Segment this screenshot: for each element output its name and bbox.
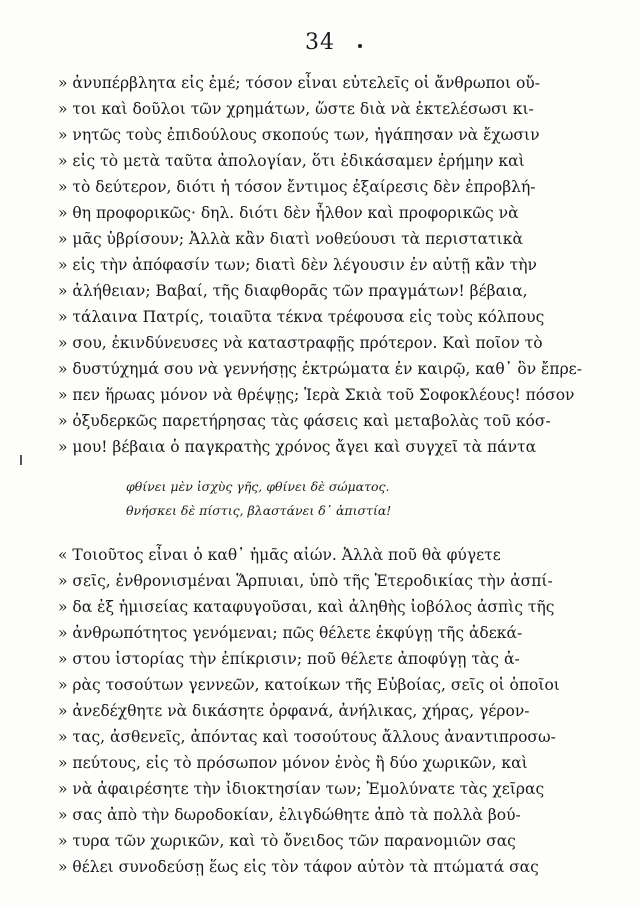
text-line: » πεύτους, εἰς τὸ πρόσωπον μόνον ἑνὸς ἢ δύο χωρικῶν, καὶ xyxy=(58,754,528,772)
text-line: » τας, ἀσθενεῖς, ἀπόντας καὶ τοσούτους ἄλλους ἀναντιπροσω- xyxy=(58,728,556,746)
text-line: » εἰς τὴν ἀπόφασίν των; διατὶ δὲν λέγουσιν ἐν αὐτῇ κἂν τὴν xyxy=(58,256,537,274)
text-line: » πεν ἥρωας μόνον νὰ θρέψῃς; Ἱερὰ Σκιὰ τοῦ Σοφοκλέους! πόσον xyxy=(58,386,575,404)
margin-mark xyxy=(20,455,22,465)
text-line: » σεῖς, ἐνθρονισμέναι Ἅρπυιαι, ὑπὸ τῆς Ἑτεροδικίας τὴν ἀσπί- xyxy=(58,572,553,590)
text-line: » τάλαινα Πατρίς, τοιαῦτα τέκνα τρέφουσα εἰς τοὺς κόλπους xyxy=(58,308,545,326)
verse-line: θνήσκει δὲ πίστις, βλαστάνει δ᾽ ἀπιστία! xyxy=(126,503,392,518)
text-line: » τοι καὶ δοῦλοι τῶν χρημάτων, ὥστε διὰ νὰ ἐκτελέσωσι κι- xyxy=(58,100,534,118)
text-line: » στου ἱστορίας τὴν ἐπίκρισιν; ποῦ θέλετε ἀποφύγῃ τὰς ἀ- xyxy=(58,650,520,668)
text-line: » σας ἀπὸ τὴν δωροδοκίαν, ἐλιγδώθητε ἀπὸ τὰ πολλὰ βού- xyxy=(58,806,521,824)
verse-line: φθίνει μὲν ἰσχὺς γῆς, φθίνει δὲ σώματος. xyxy=(126,479,390,494)
page-number: 34 xyxy=(305,30,335,55)
text-line: » μᾶς ὑβρίσουν; Ἀλλὰ κἂν διατὶ νοθεύουσι τὰ περιστατικὰ xyxy=(58,230,523,248)
text-line: » νὰ ἀφαιρέσητε τὴν ἰδιοκτησίαν των; Ἐμολύνατε τὰς χεῖρας xyxy=(58,780,545,798)
text-line: » σου, ἐκινδύνευσες νὰ καταστραφῇς πρότερον. Καὶ ποῖον τὸ xyxy=(58,334,543,352)
text-line: » δα ἐξ ἡμισείας καταφυγοῦσαι, καὶ ἀληθὴς ἰοβόλος ἀσπὶς τῆς xyxy=(58,598,555,616)
ink-dot xyxy=(358,44,362,48)
text-line: » ἀνθρωπότητος γενόμεναι; πῶς θέλετε ἐκφύγῃ τῆς ἀδεκά- xyxy=(58,624,523,642)
text-line: » δυστύχημά σου νὰ γεννήσῃς ἐκτρώματα ἐν καιρῷ, καθ᾽ ὃν ἔπρε- xyxy=(58,360,582,378)
text-line: » τὸ δεύτερον, διότι ἡ τόσον ἔντιμος ἐξαίρεσις δὲν ἐπροβλή- xyxy=(58,178,536,196)
text-line: » ἀνυπέρβλητα εἰς ἐμέ; τόσον εἶναι εὐτελεῖς οἱ ἄνθρωποι οὔ- xyxy=(58,74,540,92)
text-line: » νητῶς τοὺς ἐπιδούλους σκοπούς των, ἠγάπησαν νὰ ἔχωσιν xyxy=(58,126,540,144)
text-line: » θη προφορικῶς· δηλ. διότι δὲν ἦλθον καὶ προφορικῶς νὰ xyxy=(58,204,519,222)
text-line: « Τοιοῦτος εἶναι ὁ καθ᾽ ἡμᾶς αἰών. Ἀλλὰ ποῦ θὰ φύγετε xyxy=(58,546,501,564)
text-line: » θέλει συνοδεύσῃ ἕως εἰς τὸν τάφον αὐτὸν τὰ πτώματά σας xyxy=(58,858,539,876)
text-line: » ὀξυδερκῶς παρετήρησας τὰς φάσεις καὶ μεταβολὰς τοῦ κόσ- xyxy=(58,412,551,430)
text-line: » τυρα τῶν χωρικῶν, καὶ τὸ ὄνειδος τῶν παρανομιῶν σας xyxy=(58,832,516,850)
text-line: » μου! βέβαια ὁ παγκρατὴς χρόνος ἄγει καὶ συγχεῖ τὰ πάντα xyxy=(58,438,537,456)
text-line: » εἰς τὸ μετὰ ταῦτα ἀπολογίαν, ὅτι ἐδικάσαμεν ἐρήμην καὶ xyxy=(58,152,525,170)
text-line: » ἀλήθειαν; Βαβαί, τῆς διαφθορᾶς τῶν πραγμάτων! βέβαια, xyxy=(58,282,528,300)
text-line: » ρὰς τοσούτων γεννεῶν, κατοίκων τῆς Εὐβοίας, σεῖς οἱ ὁποῖοι xyxy=(58,676,560,694)
text-line: » ἀνεδέχθητε νὰ δικάσητε ὀρφανά, ἀνήλικας, χήρας, γέρον- xyxy=(58,702,530,720)
